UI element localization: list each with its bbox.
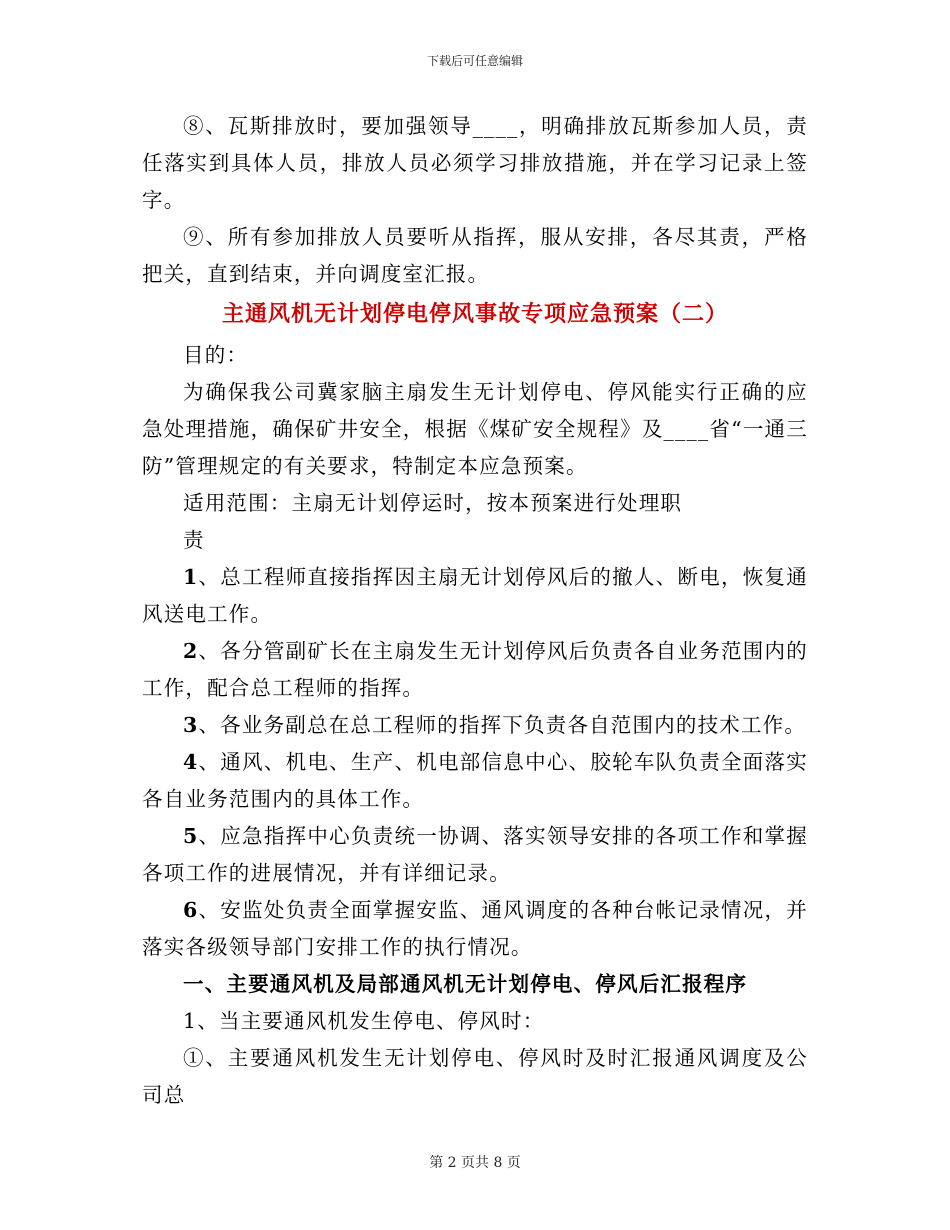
duty-text: 、各分管副矿长在主扇发生无计划停风后负责各自业务范围内的工作，配合总工程师的指挥。 [142,639,808,700]
purpose-label: 目的： [183,343,249,367]
duty-number: 1 [183,565,199,589]
duty-text: 、通风、机电、生产、机电部信息中心、胶轮车队负责全面落实各自业务范围内的具体工作。 [142,750,808,811]
duty-number: 3 [183,713,199,737]
page-footer: 第 2 页共 8 页 [429,1155,521,1171]
duty-number: 6 [183,898,199,922]
duty-text: 、总工程师直接指挥因主扇无计划停风后的撤人、断电，恢复通风送电工作。 [142,565,808,626]
duty-item [142,633,808,707]
section-heading: 一、主要通风机及局部通风机无计划停电、停风后汇报程序 [183,972,748,996]
page-header: 下载后可任意编辑 [426,54,523,68]
sub-sub-item: ①、主要通风机发生无计划停电、停风时及时汇报通风调度及公司总 [142,1046,808,1107]
duty-item [142,559,808,633]
duty-text: 、各业务副总在总工程师的指挥下负责各自范围内的技术工作。 [198,713,807,737]
document-title: 主通风机无计划停电停风事故专项应急预案（二） [221,301,728,327]
duty-text: 、应急指挥中心负责统一协调、落实领导安排的各项工作和掌握各项工作的进展情况，并有详细记录。 [142,824,808,885]
document-body [142,108,808,1114]
duty-item [142,818,808,892]
scope-text: 适用范围：主扇无计划停运时，按本预案进行处理职 [183,491,683,515]
duty-text: 、安监处负责全面掌握安监、通风调度的各种台帐记录情况，并落实各级领导部门安排工作的执行情况。 [142,898,808,959]
duty-label: 责 [183,528,205,552]
sub-item: 1、当主要通风机发生停电、停风时： [183,1009,545,1033]
duty-number: 4 [183,750,199,774]
purpose-text: 为确保我公司冀家脑主扇发生无计划停电、停风能实行正确的应急处理措施，确保矿井安全，根据《煤矿安全规程》及____省“一通三防”管理规定的有关要求，特制定本应急预案。 [142,380,808,478]
paragraph-item-9: ⑨、所有参加排放人员要听从指挥，服从安排，各尽其责，严格把关，直到结束，并向调度室汇报。 [142,225,808,286]
duty-number: 5 [183,824,199,848]
duty-item [142,744,808,818]
duty-item [142,892,808,966]
duty-number: 2 [183,639,199,663]
duty-item [142,707,808,744]
paragraph-item-8: ⑧、瓦斯排放时，要加强领导____，明确排放瓦斯参加人员，责任落实到具体人员，排放人员必须学习排放措施，并在学习记录上签字。 [142,114,808,212]
